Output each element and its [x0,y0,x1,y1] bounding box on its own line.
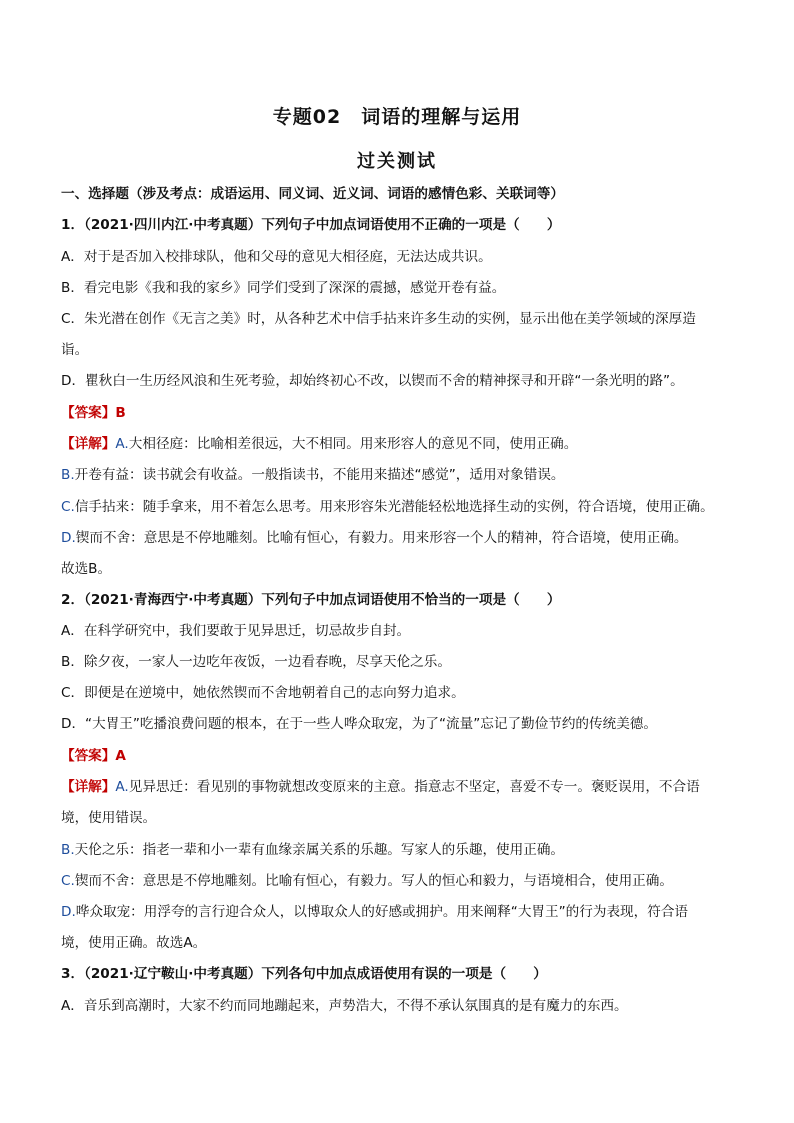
q2-option-d: D．“大胃王”吃播浪费问题的根本，在于一些人哗众取宠，为了“流量”忘记了勤俭节约的传统美德。 [61,716,657,732]
q2-option-a: A．在科学研究中，我们要敢于见异思迁，切忌故步自封。 [61,623,411,639]
answer-label: 【答案】 [61,405,116,421]
q3-option-a: A．音乐到高潮时，大家不约而同地蹦起来，声势浩大，不得不承认氛围真的是有魔力的东西。 [61,998,628,1014]
q2-answer [61,746,741,766]
explanation-text: 开卷有益：读书就会有收益。一般指读书，不能用来描述“感觉”，适用对象错误。 [74,467,565,483]
explanation-marker: C. [61,499,75,515]
explanation-marker: A. [115,436,129,452]
q2-explanation-a-line2: 境，使用错误。 [61,810,157,826]
explanation-text: 哗众取宠：用浮夸的言行迎合众人，以博取众人的好感或拥护。用来阐释“大胃王”的行为表现，符合语 [75,904,689,920]
explanation-text: 锲而不舍：意思是不停地雕刻。比喻有恒心，有毅力。写人的恒心和毅力，与语境相合，使用正确。 [74,873,673,889]
explanation-marker: A. [115,779,129,795]
q2-option-c: C．即便是在逆境中，她依然锲而不舍地朝着自己的志向努力追求。 [61,685,465,701]
q1-option-c-line2: 诣。 [61,342,89,358]
answer-label: 【答案】 [61,748,116,764]
answer-value: A [115,748,126,764]
q1-answer [61,403,741,423]
q1-explanation-b [61,465,741,485]
document-title: 专题02 词语的理解与运用 [272,106,522,128]
explanation-marker: D. [61,904,76,920]
q3-stem: 3．（2021·辽宁鞍山·中考真题）下列各句中加点成语使用有误的一项是（ ） [61,966,547,982]
q2-explanation-c [61,871,741,891]
answer-value: B [115,405,126,421]
q2-explanation-b [61,840,741,860]
explanation-marker: D. [61,530,76,546]
detail-label: 【详解】 [61,779,116,795]
q1-conclusion: 故选B。 [61,561,112,577]
q1-explanation-a [61,434,741,454]
explanation-marker: B. [61,842,75,858]
q1-stem: 1．（2021·四川内江·中考真题）下列句子中加点词语使用不正确的一项是（ ） [61,217,561,233]
q1-option-b: B．看完电影《我和我的家乡》同学们受到了深深的震撼，感觉开卷有益。 [61,280,506,296]
q2-explanation-d-line2: 境，使用正确。故选A。 [61,935,207,951]
detail-label: 【详解】 [61,436,116,452]
q1-explanation-c [61,497,741,517]
explanation-text: 大相径庭：比喻相差很远，大不相同。用来形容人的意见不同，使用正确。 [128,436,578,452]
explanation-text: 见异思迁：看见别的事物就想改变原来的主意。指意志不坚定，喜爱不专一。褒贬误用，不合语 [128,779,700,795]
q1-option-a: A．对于是否加入校排球队，他和父母的意见大相径庭，无法达成共识。 [61,249,492,265]
q1-option-d: D．瞿秋白一生历经风浪和生死考验，却始终初心不改，以锲而不舍的精神探寻和开辟“一条光明的路”。 [61,373,684,389]
q2-option-b: B．除夕夜，一家人一边吃年夜饭，一边看春晚，尽享天伦之乐。 [61,654,451,670]
q2-explanation-d-line1 [61,902,741,922]
q1-explanation-d [61,528,741,548]
explanation-marker: B. [61,467,75,483]
section-heading: 一、选择题（涉及考点：成语运用、同义词、近义词、词语的感情色彩、关联词等） [61,186,564,202]
explanation-marker: C. [61,873,75,889]
explanation-text: 天伦之乐：指老一辈和小一辈有血缘亲属关系的乐趣。写家人的乐趣，使用正确。 [74,842,565,858]
q2-explanation-a-line1 [61,777,741,797]
q2-stem: 2．（2021·青海西宁·中考真题）下列句子中加点词语使用不恰当的一项是（ ） [61,592,561,608]
q1-option-c-line1: C．朱光潜在创作《无言之美》时，从各种艺术中信手拈来许多生动的实例，显示出他在美学领域的深厚造 [61,311,696,327]
document-subtitle: 过关测试 [357,151,437,172]
explanation-text: 锲而不舍：意思是不停地雕刻。比喻有恒心，有毅力。用来形容一个人的精神，符合语境，使用正确。 [75,530,688,546]
explanation-text: 信手拈来：随手拿来，用不着怎么思考。用来形容朱光潜能轻松地选择生动的实例，符合语境，使用正确。 [74,499,714,515]
